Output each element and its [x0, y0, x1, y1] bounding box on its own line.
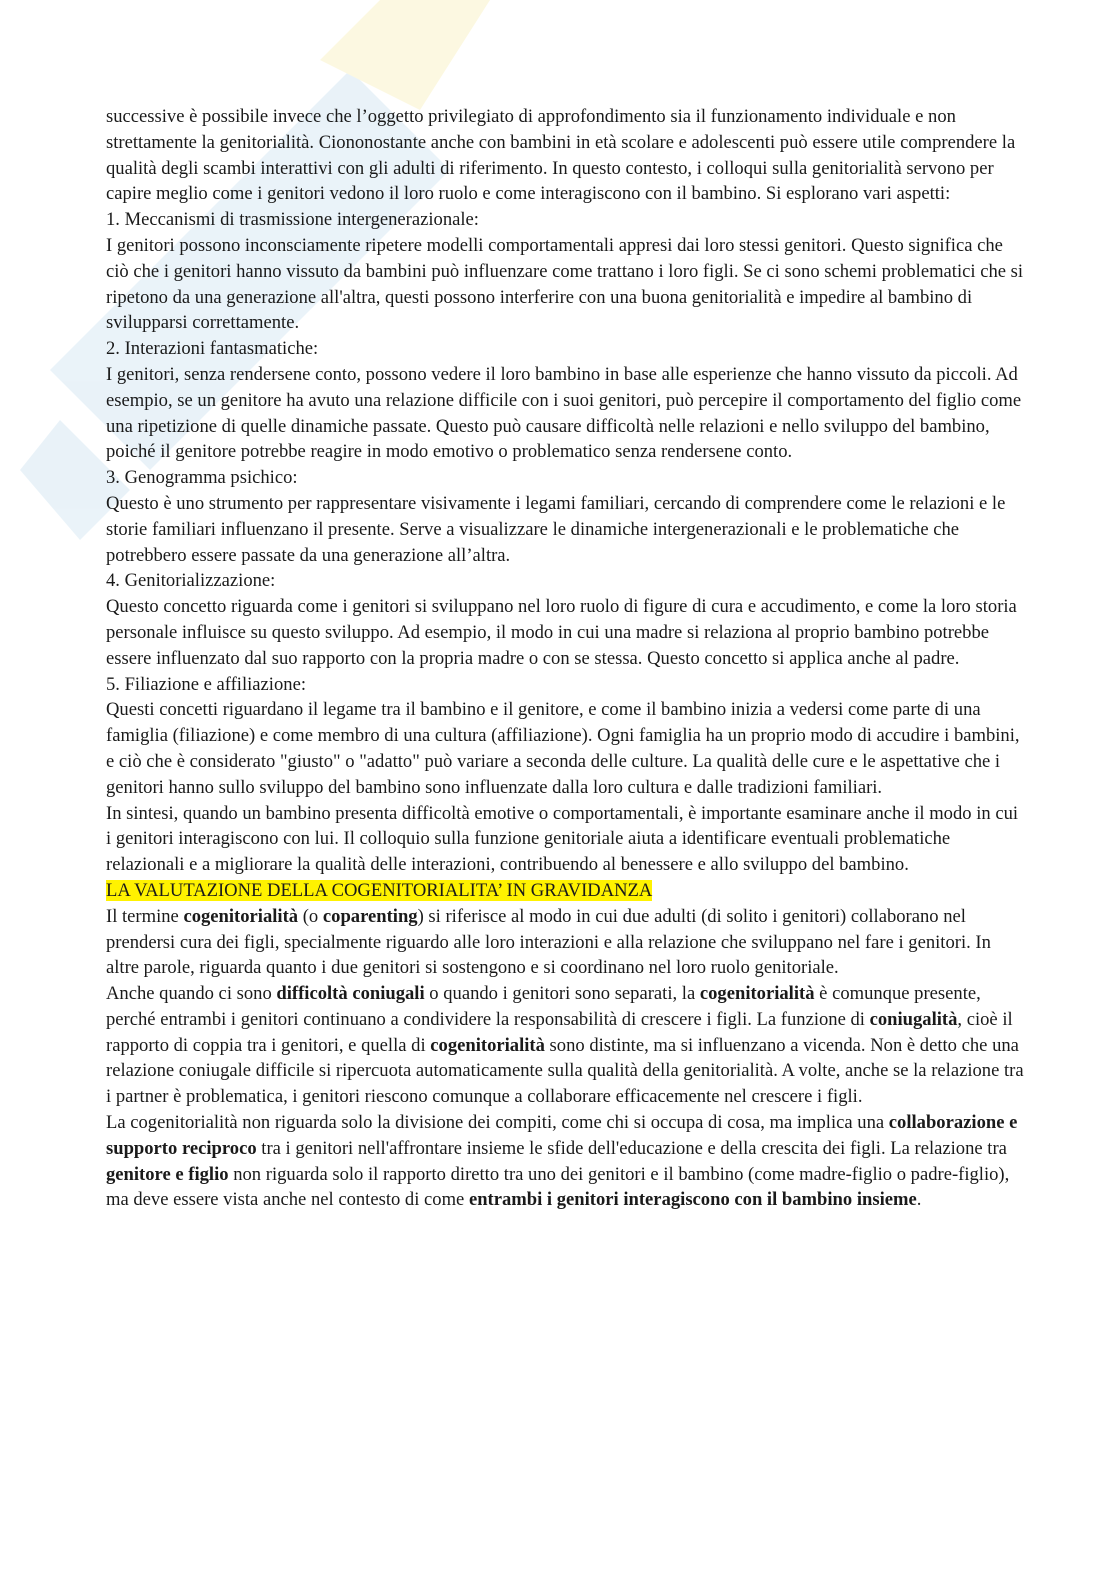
bold-term: collaborazione e supporto reciproco [106, 1112, 1018, 1159]
text-run: 1. Meccanismi di trasmissione intergenerazionale: [106, 209, 479, 231]
paragraph [106, 1110, 1026, 1213]
paragraph [106, 981, 1026, 1110]
highlighted-heading-text: LA VALUTAZIONE DELLA COGENITORIALITA’ IN GRAVIDANZA [106, 879, 653, 901]
paragraph [106, 207, 1026, 233]
paragraph [106, 465, 1026, 491]
text-run: , cioè il rapporto di coppia tra i genitori, e quella di [106, 1008, 1013, 1056]
text-run: I genitori possono inconsciamente ripetere modelli comportamentali appresi dai loro stessi genitori. Questo significa che ciò che i genitori hanno vissuto da bambini può influenzare come trattano i loro figli. Se ci sono schemi problematici che si ripetono da una generazione all'altra, questi possono interferire con una buona genitorialità e impedire al bambino di svilupparsi correttamente. [106, 234, 1024, 334]
bold-term: genitore e figlio [106, 1163, 229, 1185]
bold-term: coparenting [322, 905, 418, 927]
text-run: (o [298, 905, 323, 927]
paragraph [106, 801, 1026, 878]
text-run: successive è possibile invece che l’oggetto privilegiato di approfondimento sia il funzionamento individuale e non strettamente la genitorialità. Ciononostante anche con bambini in età scolare e adolescenti può essere utile comprendere la qualità degli scambi interattivi con gli adulti di riferimento. In questo contesto, i colloqui sulla genitorialità servono per capire meglio come i genitori vedono il loro ruolo e come interagiscono con il bambino. Si esplorano vari aspetti: [106, 106, 1016, 205]
text-run: 2. Interazioni fantasmatiche: [106, 338, 319, 360]
bold-term: cogenitorialità [430, 1034, 545, 1056]
paragraph [106, 672, 1026, 698]
bold-term: cogenitorialità [183, 905, 299, 927]
paragraph [106, 904, 1026, 981]
text-run: è comunque presente, perché entrambi i genitori continuano a condividere la responsabilità di crescere i figli. La funzione di [106, 983, 981, 1030]
paragraph [106, 491, 1026, 568]
text-run: Anche quando ci sono [106, 983, 277, 1005]
text-run: Questo è uno strumento per rappresentare visivamente i legami familiari, cercando di comprendere come le relazioni e le storie familiari influenzano il presente. Serve a visualizzare le dinamiche intergenerazionali e le problematiche che potrebbero essere passate da una generazione all’altra. [106, 492, 1006, 566]
document-page [106, 104, 1026, 1213]
section-heading [106, 878, 1026, 904]
text-run: non riguarda solo il rapporto diretto tra uno dei genitori e il bambino (come madre-figlio o padre-figlio), ma deve essere vista anche nel contesto di come [106, 1163, 1010, 1211]
text-run: I genitori, senza rendersene conto, possono vedere il loro bambino in base alle esperienze che hanno vissuto da piccoli. Ad esempio, se un genitore ha avuto una relazione difficile con i suoi genitori, può percepire il comportamento del figlio come una ripetizione di quelle dinamiche passate. Questo può causare difficoltà nelle relazioni e nello sviluppo del bambino, poiché il genitore potrebbe reagire in modo emotivo o problematico senza rendersene conto. [106, 363, 1022, 463]
bold-term: coniugalità [869, 1008, 958, 1030]
paragraph [106, 362, 1026, 465]
text-run: Questo concetto riguarda come i genitori si sviluppano nel loro ruolo di figure di cura e accudimento, e come la loro storia personale influisce su questo sviluppo. Ad esempio, il modo in cui una madre si relaziona al proprio bambino potrebbe essere influenzato dal suo rapporto con la propria madre o con se stessa. Questo concetto si applica anche al padre. [106, 596, 1017, 669]
text-run: 5. Filiazione e affiliazione: [106, 673, 306, 695]
bold-term: entrambi i genitori interagiscono con il bambino insieme [468, 1189, 917, 1211]
text-run: Il termine [106, 905, 184, 927]
text-run: o quando i genitori sono separati, la [424, 983, 700, 1005]
bold-term: cogenitorialità [699, 983, 815, 1005]
text-run: . [916, 1189, 922, 1211]
text-run: ) si riferisce al modo in cui due adulti (di solito i genitori) collaborano nel prendersi cura dei figli, specialmente riguardo alle loro interazioni e alla relazione che sviluppano nel fare i genitori. In altre parole, riguarda quanto i due genitori si sostengono e si coordinano nel loro ruolo genitoriale. [106, 905, 991, 979]
text-run: Questi concetti riguardano il legame tra il bambino e il genitore, e come il bambino inizia a vedersi come parte di una famiglia (filiazione) e come membro di una cultura (affiliazione). Ogni famiglia ha un proprio modo di accudire i bambini, e ciò che è considerato "giusto" o "adatto" può variare a seconda delle culture. La qualità delle cure e le aspettative che i genitori hanno sullo sviluppo del bambino sono influenzate dalla loro cultura e dalle tradizioni familiari. [106, 699, 1020, 798]
paragraph [106, 104, 1026, 207]
text-run: La cogenitorialità non riguarda solo la divisione dei compiti, come chi si occupa di cosa, ma implica una [106, 1112, 889, 1134]
bold-term: difficoltà coniugali [276, 983, 425, 1005]
paragraph [106, 336, 1026, 362]
paragraph [106, 697, 1026, 800]
text-run: 3. Genogramma psichico: [106, 467, 298, 489]
text-run: In sintesi, quando un bambino presenta difficoltà emotive o comportamentali, è importante esaminare anche il modo in cui i genitori interagiscono con lui. Il colloquio sulla funzione genitoriale aiuta a identificare eventuali problematiche relazionali e a migliorare la qualità delle interazioni, contribuendo al benessere e allo sviluppo del bambino. [106, 802, 1019, 876]
paragraph [106, 233, 1026, 336]
text-run: 4. Genitorializzazione: [106, 570, 276, 592]
paragraph [106, 568, 1026, 594]
text-run: sono distinte, ma si influenzano a vicenda. Non è detto che una relazione coniugale difficile si ripercuota automaticamente sulla qualità della genitorialità. A volte, anche se la relazione tra i partner è problematica, i genitori riescono comunque a collaborare efficacemente nel crescere i figli. [106, 1034, 1024, 1108]
paragraph [106, 594, 1026, 671]
text-run: tra i genitori nell'affrontare insieme le sfide dell'educazione e della crescita dei figli. La relazione tra [256, 1137, 1007, 1159]
